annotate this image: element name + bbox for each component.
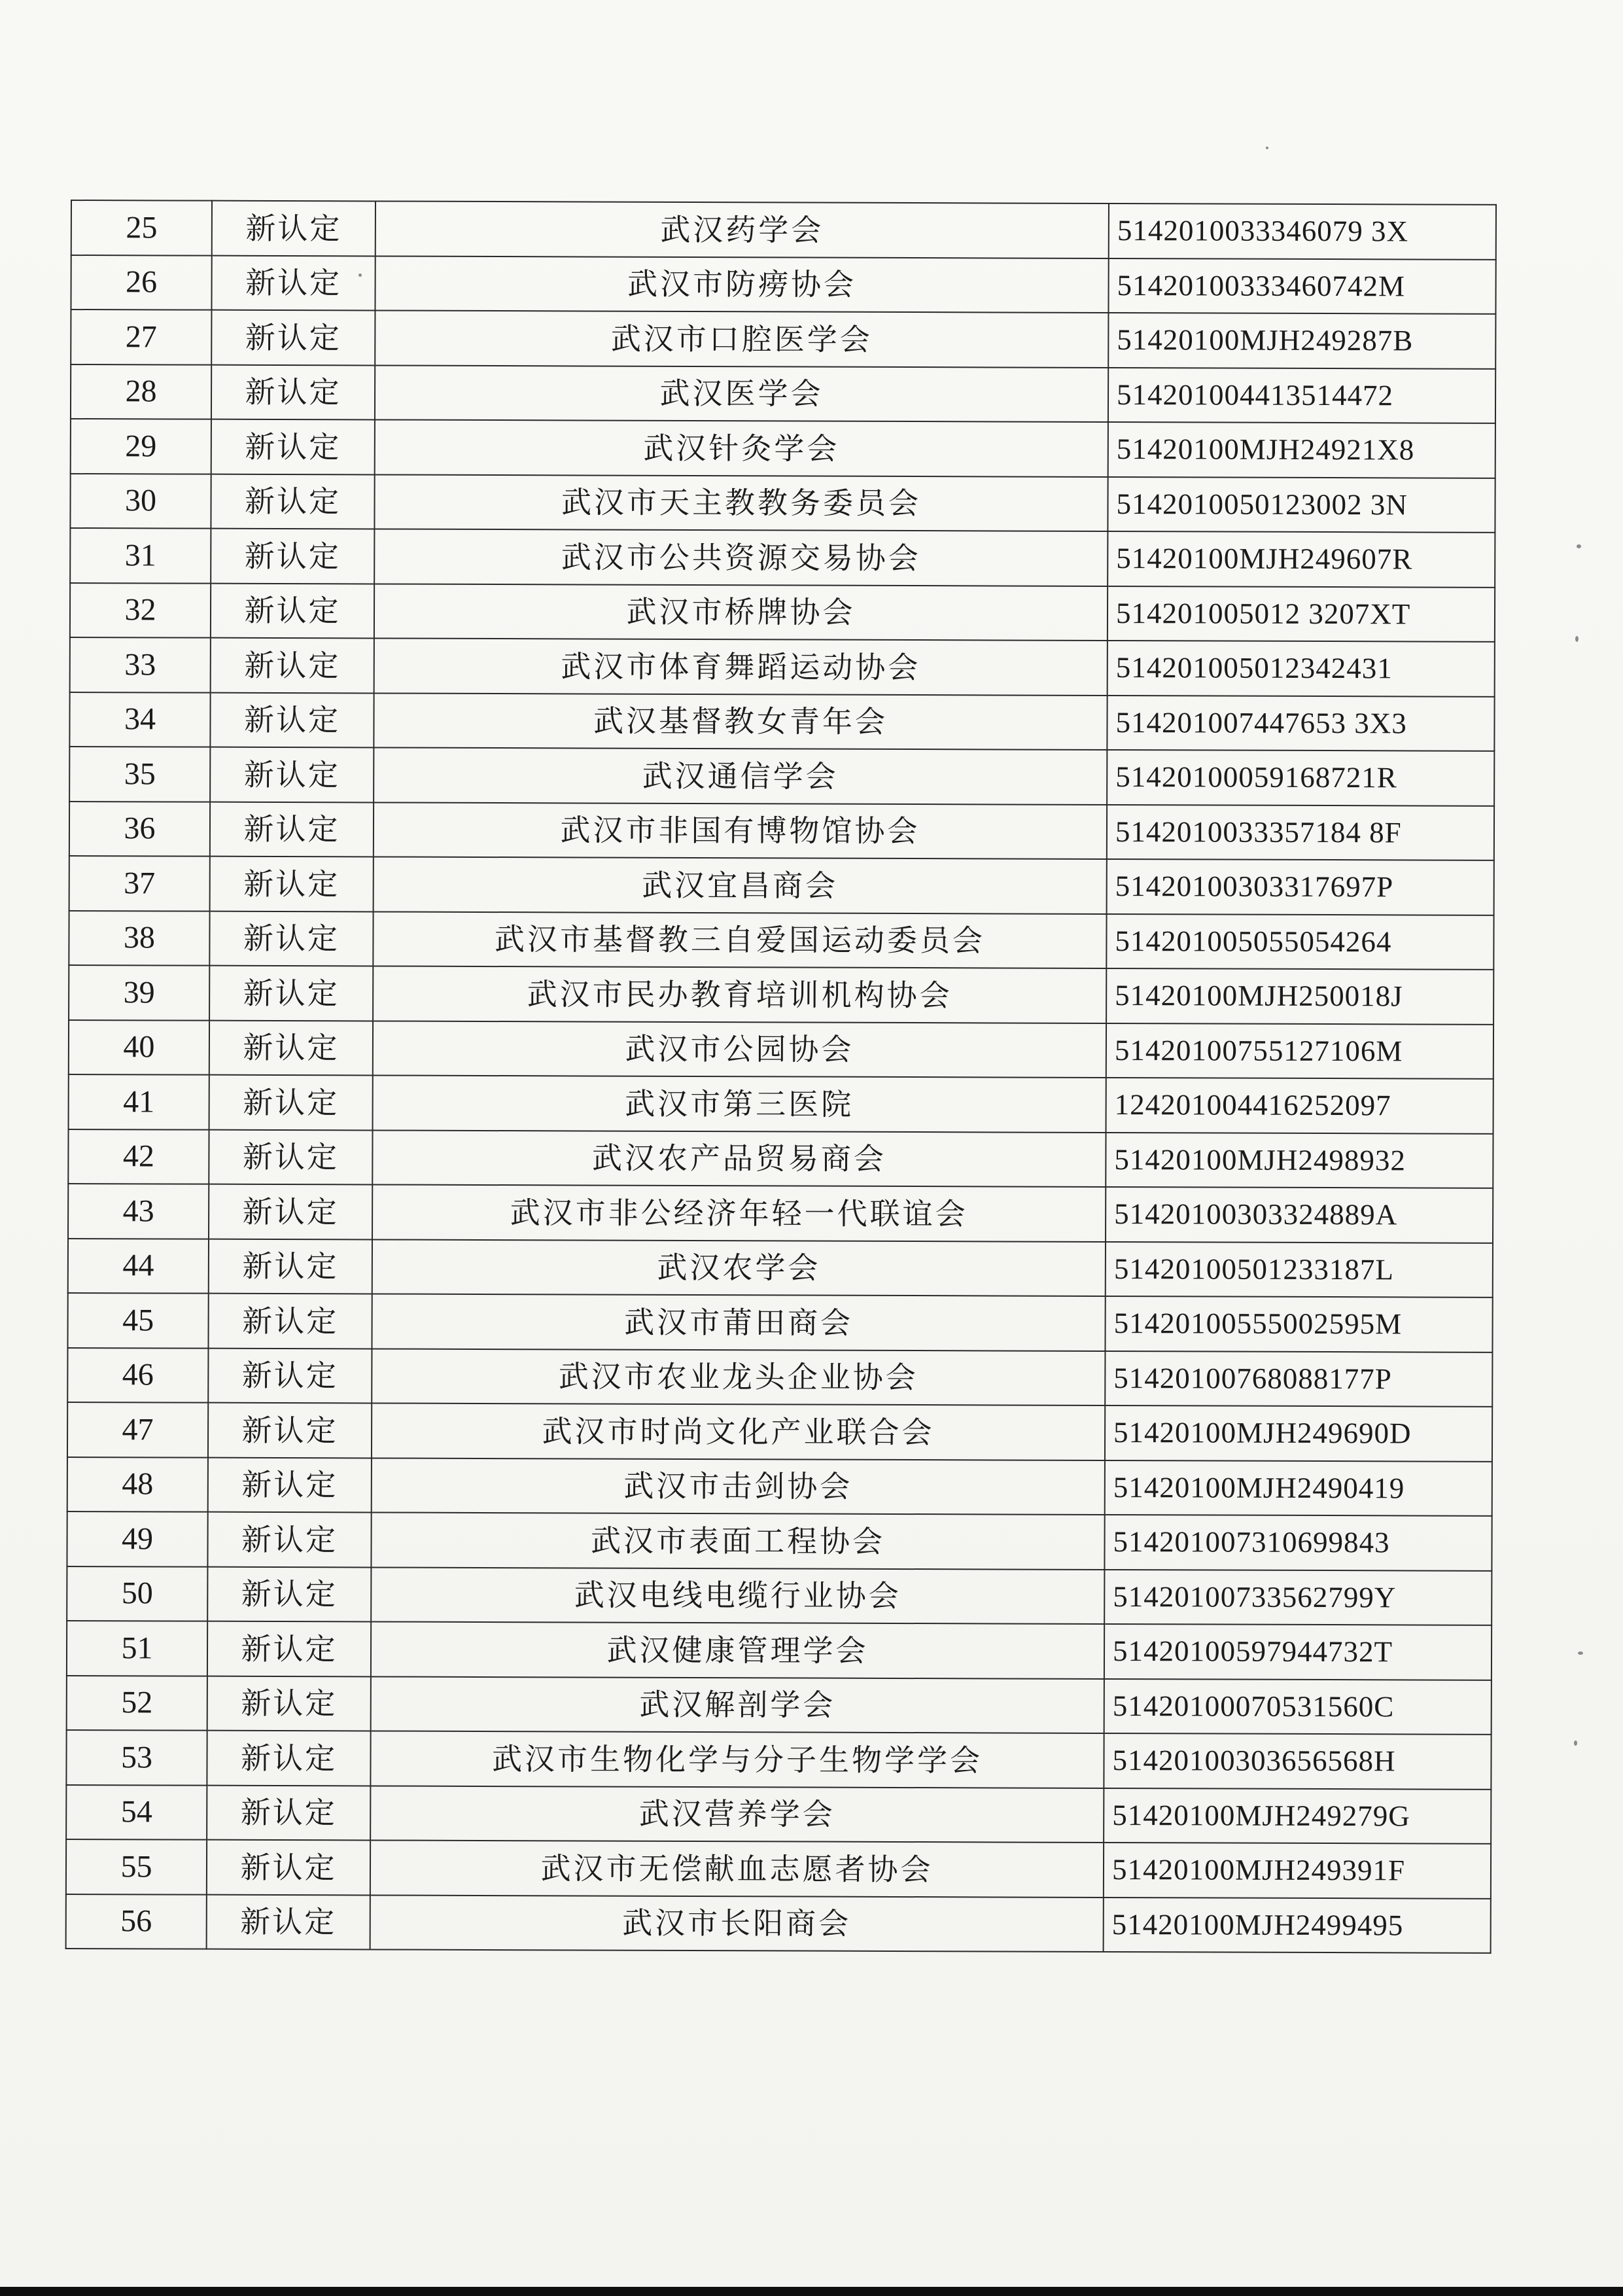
row-status: 新认定 [207, 1840, 370, 1895]
row-index: 47 [67, 1402, 208, 1457]
row-status: 新认定 [208, 1403, 372, 1458]
row-status: 新认定 [210, 857, 374, 911]
table-row [67, 1293, 1492, 1352]
table-row [67, 1566, 1492, 1625]
organization-name: 武汉营养学会 [370, 1786, 1104, 1843]
credit-code: 51420100070531560C [1104, 1678, 1492, 1734]
row-status: 新认定 [211, 474, 374, 529]
organization-name: 武汉市民办教育培训机构协会 [373, 966, 1106, 1023]
row-index: 30 [70, 474, 211, 529]
row-status: 新认定 [210, 747, 374, 802]
table-row [69, 1074, 1493, 1133]
row-status: 新认定 [208, 1457, 372, 1512]
credit-code: 51420100MJH249287B [1108, 313, 1495, 368]
row-index: 25 [71, 200, 212, 255]
credit-code: 51420100MJH2490419 [1105, 1460, 1492, 1515]
row-index: 40 [69, 1019, 209, 1074]
row-index: 46 [67, 1347, 208, 1402]
table-row [71, 419, 1495, 478]
row-status: 新认定 [209, 1129, 372, 1184]
organization-name: 武汉市天主教教务委员会 [374, 474, 1108, 531]
table-row [67, 1511, 1492, 1570]
row-status: 新认定 [207, 1621, 371, 1676]
row-status: 新认定 [211, 364, 375, 419]
organization-name: 武汉市非公经济年轻一代联谊会 [372, 1184, 1106, 1241]
row-index: 42 [68, 1129, 209, 1184]
row-index: 56 [66, 1894, 207, 1949]
credit-code: 51420100333460742M [1108, 258, 1495, 313]
credit-code: 514201007310699843 [1104, 1515, 1492, 1570]
row-index: 31 [70, 528, 211, 583]
table-row [68, 1184, 1493, 1243]
organization-name: 武汉市基督教三自爱国运动委员会 [373, 911, 1106, 968]
table-row [70, 474, 1495, 533]
row-index: 36 [69, 801, 210, 856]
organization-name: 武汉市公共资源交易协会 [374, 529, 1108, 586]
credit-code: 5142010033357184 8F [1107, 804, 1494, 860]
row-index: 37 [69, 856, 210, 911]
row-status: 新认定 [207, 1731, 370, 1786]
organization-table-wrapper [65, 200, 1495, 1954]
credit-code: 51420100597944732T [1104, 1624, 1492, 1680]
credit-code: 51420100303656568H [1104, 1733, 1491, 1789]
organization-name: 武汉基督教女青年会 [374, 693, 1107, 750]
scan-speck [1574, 1740, 1577, 1746]
row-status: 新认定 [211, 583, 374, 638]
row-index: 38 [69, 910, 209, 965]
row-status: 新认定 [208, 1348, 372, 1403]
row-status: 新认定 [209, 1020, 373, 1075]
row-index: 44 [68, 1238, 209, 1293]
credit-code: 514201005012342431 [1108, 641, 1495, 696]
row-status: 新认定 [211, 638, 374, 693]
table-row [66, 1730, 1491, 1789]
table-row [67, 1621, 1492, 1680]
row-index: 33 [70, 637, 211, 692]
organization-name: 武汉市无偿献血志愿者协会 [370, 1840, 1104, 1897]
organization-name: 武汉市第三医院 [373, 1075, 1106, 1132]
table-row [67, 1402, 1492, 1461]
row-index: 41 [69, 1074, 209, 1129]
organization-name: 武汉市生物化学与分子生物学学会 [370, 1731, 1104, 1788]
row-index: 27 [71, 309, 211, 364]
credit-code: 51420100768088177P [1105, 1351, 1492, 1406]
row-index: 43 [68, 1184, 209, 1239]
organization-name: 武汉市桥牌协会 [374, 584, 1108, 641]
row-index: 32 [70, 583, 211, 638]
table-row [66, 1784, 1491, 1843]
scan-speck [1577, 544, 1581, 548]
credit-code: 124201004416252097 [1106, 1078, 1493, 1133]
organization-name: 武汉市防痨协会 [375, 256, 1108, 313]
credit-code: 51420100MJH249607R [1108, 531, 1495, 587]
organization-name: 武汉市击剑协会 [372, 1458, 1105, 1515]
organization-name: 武汉市长阳商会 [370, 1895, 1104, 1952]
credit-code: 51420100MJH24921X8 [1108, 422, 1495, 478]
row-index: 34 [69, 692, 210, 747]
row-index: 35 [69, 747, 210, 802]
row-status: 新认定 [210, 692, 374, 747]
row-status: 新认定 [207, 1566, 371, 1621]
organization-name: 武汉农产品贸易商会 [372, 1130, 1106, 1187]
table-row [69, 801, 1494, 860]
table-row [69, 965, 1493, 1024]
table-body [66, 200, 1496, 1953]
credit-code: 51420100501233187L [1106, 1241, 1493, 1297]
table-row [69, 910, 1493, 969]
row-status: 新认定 [211, 255, 375, 310]
organization-name: 武汉解剖学会 [371, 1676, 1104, 1733]
organization-name: 武汉市非国有博物馆协会 [374, 802, 1107, 859]
organization-name: 武汉健康管理学会 [371, 1621, 1104, 1678]
organization-name: 武汉电线电缆行业协会 [371, 1567, 1104, 1624]
row-status: 新认定 [209, 966, 373, 1021]
row-index: 39 [69, 965, 209, 1020]
organization-name: 武汉市公园协会 [373, 1021, 1106, 1078]
organization-name: 武汉针灸学会 [375, 419, 1108, 476]
row-index: 29 [71, 419, 211, 474]
row-index: 53 [66, 1730, 207, 1785]
credit-code: 5142010033346079 3X [1109, 203, 1496, 259]
row-index: 50 [67, 1566, 207, 1621]
scan-speck [1575, 636, 1579, 642]
table-row [68, 1238, 1493, 1297]
table-row [66, 1894, 1491, 1952]
row-index: 49 [67, 1511, 207, 1566]
row-index: 28 [71, 364, 211, 419]
credit-code: 5142010050123002 3N [1108, 476, 1495, 532]
credit-code: 514201005055054264 [1106, 913, 1493, 969]
organization-name: 武汉通信学会 [374, 747, 1107, 804]
row-status: 新认定 [209, 1184, 372, 1239]
credit-code: 514201005012 3207XT [1108, 586, 1495, 641]
table-row [71, 255, 1495, 314]
table-row [68, 1129, 1493, 1188]
row-index: 48 [67, 1457, 208, 1511]
row-status: 新认定 [211, 529, 374, 584]
table-row [67, 1347, 1492, 1406]
row-status: 新认定 [209, 1239, 372, 1294]
row-status: 新认定 [210, 802, 374, 857]
scan-speck [1266, 147, 1268, 149]
row-index: 45 [67, 1293, 208, 1348]
credit-code: 51420100MJH249690D [1105, 1405, 1492, 1461]
row-status: 新认定 [211, 419, 375, 474]
credit-code: 51420100733562799Y [1104, 1569, 1492, 1625]
row-index: 55 [66, 1839, 207, 1894]
table-row [66, 1839, 1491, 1898]
row-status: 新认定 [207, 1676, 371, 1731]
organization-name: 武汉市农业龙头企业协会 [372, 1349, 1105, 1405]
credit-code: 51420100MJH2498932 [1106, 1132, 1493, 1188]
credit-code: 51420100MJH249391F [1104, 1843, 1491, 1898]
row-status: 新认定 [207, 1785, 370, 1840]
table-row [71, 364, 1495, 423]
scan-speck [1578, 1651, 1583, 1655]
scan-bottom-edge [0, 2287, 1623, 2296]
table-row [67, 1457, 1492, 1515]
table-row [70, 637, 1495, 696]
organization-name: 武汉农学会 [372, 1239, 1106, 1296]
table-row [71, 200, 1496, 259]
organization-name: 武汉市时尚文化产业联合会 [372, 1403, 1105, 1460]
row-status: 新认定 [207, 1894, 370, 1949]
credit-code: 51420100303324889A [1106, 1187, 1493, 1243]
table-row [67, 1675, 1492, 1734]
row-status: 新认定 [208, 1294, 372, 1349]
credit-code: 514201004413514472 [1108, 367, 1495, 423]
credit-code: 51420100755127106M [1106, 1023, 1493, 1078]
credit-code: 51420100MJH249279G [1104, 1788, 1491, 1843]
row-status: 新认定 [211, 310, 375, 365]
organization-name: 武汉市表面工程协会 [371, 1512, 1104, 1569]
row-index: 52 [67, 1675, 207, 1730]
row-index: 26 [71, 255, 211, 310]
row-status: 新认定 [209, 911, 373, 966]
credit-code: 51420100059168721R [1107, 750, 1494, 805]
organization-name: 武汉宜昌商会 [374, 857, 1107, 913]
table-row [70, 528, 1495, 587]
table-row [69, 1019, 1493, 1078]
credit-code: 51420100555002595M [1105, 1296, 1492, 1352]
organization-name: 武汉市莆田商会 [372, 1294, 1105, 1351]
organization-table [65, 200, 1497, 1954]
table-row [69, 692, 1494, 751]
row-status: 新认定 [207, 1512, 371, 1567]
table-row [69, 856, 1494, 915]
credit-code: 514201007447653 3X3 [1107, 695, 1494, 751]
row-status: 新认定 [209, 1075, 373, 1130]
table-row [71, 309, 1495, 368]
table-row [70, 583, 1495, 642]
credit-code: 51420100MJH250018J [1106, 968, 1493, 1024]
row-index: 54 [66, 1784, 207, 1839]
credit-code: 51420100303317697P [1107, 859, 1494, 915]
scan-speck [358, 274, 362, 277]
organization-name: 武汉药学会 [375, 201, 1109, 258]
row-index: 51 [67, 1621, 207, 1676]
organization-name: 武汉市口腔医学会 [375, 310, 1108, 367]
organization-name: 武汉市体育舞蹈运动协会 [374, 638, 1108, 695]
credit-code: 51420100MJH2499495 [1104, 1897, 1491, 1952]
table-row [69, 747, 1494, 805]
row-status: 新认定 [212, 201, 375, 256]
organization-name: 武汉医学会 [375, 365, 1108, 422]
